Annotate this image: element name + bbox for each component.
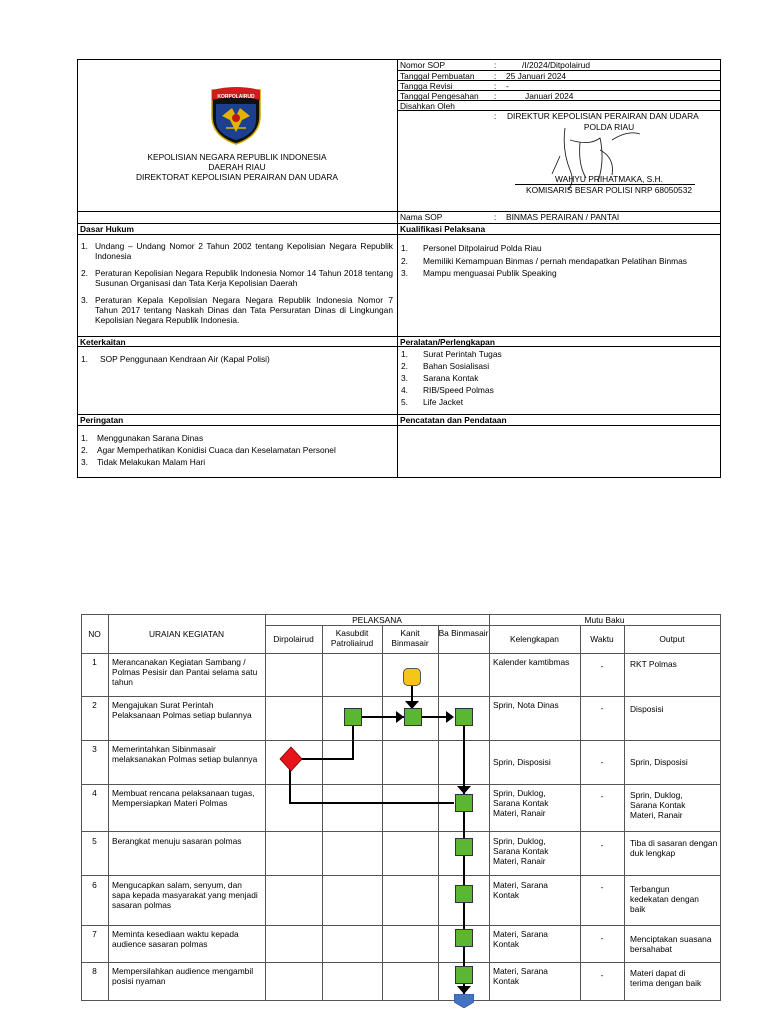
row-output: Terbangun kedekatan dengan baik — [630, 884, 699, 915]
process-box — [455, 885, 473, 903]
list-number: 2. — [81, 268, 88, 278]
sop-value-disahkan: DIREKTUR KEPOLISIAN PERAIRAN DAN UDARA — [507, 111, 699, 121]
row-waktu: - — [600, 970, 604, 980]
peralatan-item-5: Life Jacket — [423, 397, 464, 407]
colon: : — [494, 71, 497, 81]
row-output: Materi dapat di terima dengan baik — [630, 968, 702, 989]
dasar-hukum-item-1: Undang – Undang Nomor 2 Tahun 2002 tentang Kepolisian Negara Republik Indonesia — [95, 241, 393, 262]
row-no: 2 — [92, 700, 97, 710]
colon: : — [494, 91, 497, 101]
row-waktu: - — [600, 661, 604, 671]
peralatan-item-3: Sarana Kontak — [423, 373, 479, 383]
row-output: Menciptakan suasana bersahabat — [630, 934, 712, 955]
arrow-down-icon — [457, 786, 471, 794]
peringatan-item-2: Agar Memperhatikan Konidisi Cuaca dan Keselamatan Personel — [97, 445, 336, 455]
row-uraian: Merancanakan Kegiatan Sambang / Polmas Pesisir dan Pantai selama satu tahun — [112, 657, 258, 688]
row-waktu: - — [600, 791, 604, 801]
row-uraian: Memerintahkan Sibinmasair melaksanakan Polmas setiap bulannya — [112, 744, 258, 765]
list-number: 3. — [81, 457, 88, 467]
peralatan-item-2: Bahan Sosialisasi — [423, 361, 490, 371]
keterkaitan-title: Keterkaitan — [80, 337, 126, 347]
kualifikasi-item-3: Mampu menguasai Publik Speaking — [423, 268, 557, 278]
peringatan-item-1: Menggunakan Sarana Dinas — [97, 433, 204, 443]
row-output: Sprin, Duklog, Sarana Kontak Materi, Ranair — [630, 790, 686, 821]
sop-value-pembuatan: 25 Januari 2024 — [506, 71, 567, 81]
offpage-connector — [454, 994, 474, 1008]
row-uraian: Berangkat menuju sasaran polmas — [112, 836, 242, 846]
flow-line — [289, 802, 454, 804]
col-header-kasubdit: Kasubdit Patroliairud — [330, 628, 374, 649]
flow-line — [298, 758, 354, 760]
row-no: 5 — [92, 836, 97, 846]
list-number: 1. — [401, 349, 408, 359]
list-number: 1. — [81, 354, 88, 364]
sop-label-disahkan: Disahkan Oleh — [400, 101, 455, 111]
row-no: 6 — [92, 880, 97, 890]
sop-value-pengesahan: Januari 2024 — [525, 91, 574, 101]
row-no: 7 — [92, 929, 97, 939]
list-number: 2. — [401, 361, 408, 371]
list-number: 1. — [401, 243, 408, 253]
flow-line — [289, 768, 291, 803]
peralatan-title: Peralatan/Perlengkapan — [400, 337, 495, 347]
org-line-1: KEPOLISIAN NEGARA REPUBLIK INDONESIA — [147, 152, 327, 162]
sop-label-pembuatan: Tanggal Pembuatan — [400, 71, 475, 81]
sop-label-revisi: Tangga Revisi — [400, 81, 453, 91]
dasar-hukum-item-3: Peraturan Kepala Kepolisian Negara Negara Republik Indonesia Nomor 7 Tahun 2017 tentang Naskah Dinas dan Tata Persuratan Dinas di Lingkungan Kepolisian Negara Republik Indonesia. — [95, 295, 393, 326]
org-line-3: DIREKTORAT KEPOLISIAN PERAIRAN DAN UDARA — [136, 172, 338, 182]
row-kelengkapan: Materi, Sarana Kontak — [493, 880, 548, 901]
kualifikasi-title: Kualifikasi Pelaksana — [400, 224, 486, 234]
korpolairud-logo — [208, 86, 264, 146]
row-waktu: - — [600, 933, 604, 943]
flow-line — [463, 726, 465, 994]
row-kelengkapan: Materi, Sarana Kontak — [493, 929, 548, 950]
peralatan-item-4: RIB/Speed Polmas — [423, 385, 494, 395]
row-output: Sprin, Disposisi — [630, 757, 688, 767]
sop-value-disahkan-2: POLDA RIAU — [583, 122, 635, 132]
logo-lettering: KORPOLAIRUD — [217, 94, 255, 100]
col-header-ba: Ba Binmasair — [438, 628, 489, 638]
nama-sop-label: Nama SOP — [400, 212, 443, 222]
process-box — [404, 708, 422, 726]
row-no: 3 — [92, 744, 97, 754]
col-header-uraian: URAIAN KEGIATAN — [148, 629, 225, 639]
row-kelengkapan: Sprin, Duklog, Sarana Kontak Materi, Ranair — [493, 836, 549, 867]
list-number: 5. — [401, 397, 408, 407]
sop-label-pengesahan: Tanggal Pengesahan — [400, 91, 479, 101]
row-output: Tiba di sasaran dengan duk lengkap — [630, 838, 718, 859]
row-output: Disposisi — [630, 704, 664, 714]
peringatan-item-3: Tidak Melakukan Malam Hari — [97, 457, 206, 467]
row-kelengkapan: Sprin, Nota Dinas — [493, 700, 559, 710]
colon: : — [494, 111, 497, 121]
list-number: 3. — [81, 295, 88, 305]
list-number: 3. — [401, 268, 408, 278]
list-number: 1. — [81, 433, 88, 443]
list-number: 2. — [81, 445, 88, 455]
row-kelengkapan: Materi, Sarana Kontak — [493, 966, 548, 987]
list-number: 2. — [401, 256, 408, 266]
process-box — [455, 838, 473, 856]
sop-value-nomor: /I/2024/Ditpolairud — [522, 60, 590, 70]
col-header-kanit: Kanit Binmasair — [391, 628, 429, 649]
dasar-hukum-item-2: Peraturan Kepolisian Negara Republik Indonesia Nomor 14 Tahun 2018 tentang Susunan Organisasi dan Tata Kerja Kepolisian Daerah — [95, 268, 393, 289]
row-no: 4 — [92, 788, 97, 798]
col-header-mutu: Mutu Baku — [584, 615, 625, 625]
nama-sop-value: BINMAS PERAIRAN / PANTAI — [506, 212, 620, 222]
list-number: 1. — [81, 241, 88, 251]
kualifikasi-item-1: Personel Ditpolairud Polda Riau — [423, 243, 542, 253]
row-uraian: Meminta kesediaan waktu kepada audience sasaran polmas — [112, 929, 239, 950]
colon: : — [494, 212, 497, 222]
process-box — [344, 708, 362, 726]
arrow-right-icon — [446, 711, 454, 723]
row-kelengkapan: Kalender kamtibmas — [493, 657, 570, 667]
row-waktu: - — [600, 840, 604, 850]
list-number: 3. — [401, 373, 408, 383]
colon: : — [494, 60, 497, 70]
process-box — [455, 929, 473, 947]
list-number: 4. — [401, 385, 408, 395]
col-header-no: NO — [88, 629, 101, 639]
row-output: RKT Polmas — [630, 659, 677, 669]
row-no: 1 — [92, 657, 97, 667]
row-waktu: - — [600, 882, 604, 892]
keterkaitan-item-1: SOP Penggunaan Kendraan Air (Kapal Polisi) — [100, 354, 270, 364]
peralatan-item-1: Surat Perintah Tugas — [423, 349, 502, 359]
peringatan-title: Peringatan — [80, 415, 124, 425]
process-box — [455, 708, 473, 726]
process-box — [455, 966, 473, 984]
row-waktu: - — [600, 703, 604, 713]
col-header-kelengkapan: Kelengkapan — [510, 634, 559, 644]
sop-value-revisi: - — [506, 81, 509, 91]
pencatatan-title: Pencatatan dan Pendataan — [400, 415, 507, 425]
process-box — [455, 794, 473, 812]
org-line-2: DAERAH RIAU — [208, 162, 266, 172]
arrow-right-icon — [396, 711, 404, 723]
row-uraian: Membuat rencana pelaksanaan tugas, Mempersiapkan Materi Polmas — [112, 788, 255, 809]
col-header-waktu: Waktu — [590, 634, 614, 644]
kualifikasi-item-2: Memiliki Kemampuan Binmas / pernah mendapatkan Pelatihan Binmas — [423, 256, 687, 266]
row-no: 8 — [92, 966, 97, 976]
row-uraian: Mengajukan Surat Perintah Pelaksanaan Polmas setiap bulannya — [112, 700, 252, 721]
col-header-output: Output — [659, 634, 685, 644]
decision-diamond — [279, 746, 303, 772]
colon: : — [494, 81, 497, 91]
sop-label-nomor: Nomor SOP — [400, 60, 446, 70]
row-kelengkapan: Sprin, Disposisi — [493, 757, 551, 767]
arrow-down-icon — [457, 986, 471, 994]
start-terminator — [403, 668, 421, 686]
signer-name: WAHYU PRIHATMAKA, S.H. — [555, 174, 663, 184]
signer-rank: KOMISARIS BESAR POLISI NRP 68050532 — [525, 185, 693, 195]
dasar-hukum-title: Dasar Hukum — [80, 224, 134, 234]
col-header-dirpolairud: Dirpolairud — [273, 634, 314, 644]
row-uraian: Mempersilahkan audience mengambil posisi nyaman — [112, 966, 254, 987]
row-uraian: Mengucapkan salam, senyum, dan sapa kepada masyarakat yang menjadi sasaran polmas — [112, 880, 258, 911]
flow-line — [352, 726, 354, 758]
col-header-pelaksana: PELAKSANA — [352, 615, 402, 625]
row-waktu: - — [600, 757, 604, 767]
row-kelengkapan: Sprin, Duklog, Sarana Kontak Materi, Ranair — [493, 788, 549, 819]
